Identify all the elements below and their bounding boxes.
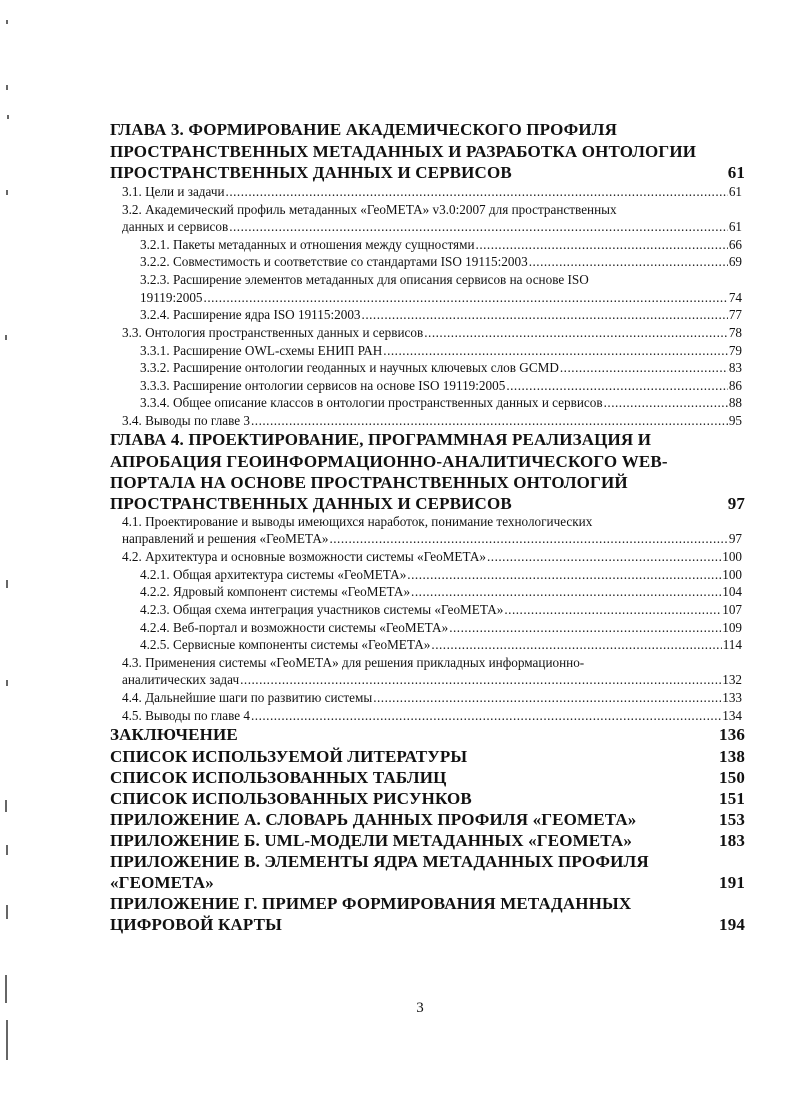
toc-entry[interactable]: 19119:2005 ..... 74 (140, 290, 742, 306)
toc-entry[interactable]: 4.2.4. Веб-портал и возможности системы «ГеоМЕТА» ..... 109 (140, 620, 742, 636)
toc-heading-entry[interactable]: ПРИЛОЖЕНИЕ А. СЛОВАРЬ ДАННЫХ ПРОФИЛЯ «ГЕОМЕТА» 153 (110, 810, 745, 829)
toc-entry[interactable]: 4.1. Проектирование и выводы имеющихся наработок, понимание технологических (122, 514, 593, 529)
toc-entry[interactable]: 3.3. Онтология пространственных данных и сервисов ..... 78 (122, 325, 742, 341)
toc-heading-entry[interactable]: ПРИЛОЖЕНИЕ Г. ПРИМЕР ФОРМИРОВАНИЯ МЕТАДАННЫХ (110, 894, 632, 913)
page-number: 61 (727, 163, 745, 182)
chapter-3-heading[interactable]: ПРОСТРАНСТВЕННЫХ ДАННЫХ И СЕРВИСОВ 61 (110, 163, 745, 182)
toc-entry[interactable]: данных и сервисов ..... 61 (122, 219, 742, 235)
toc-entry[interactable]: 3.2.3. Расширение элементов метаданных для описания сервисов на основе ISO (140, 272, 589, 287)
toc-entry[interactable]: 3.3.4. Общее описание классов в онтологии пространственных данных и сервисов ..... 88 (140, 395, 742, 411)
toc-entry[interactable]: 3.3.3. Расширение онтологии сервисов на основе ISO 19119:2005 ..... 86 (140, 378, 742, 394)
toc-heading-entry[interactable]: СПИСОК ИСПОЛЬЗОВАННЫХ ТАБЛИЦ 150 (110, 768, 745, 787)
toc-entry[interactable]: 4.2.1. Общая архитектура системы «ГеоМЕТА» ..... 100 (140, 567, 742, 583)
toc-entry[interactable]: 3.2.4. Расширение ядра ISO 19115:2003 ..... 77 (140, 307, 742, 323)
toc-heading-entry[interactable]: ПРИЛОЖЕНИЕ Б. UML-МОДЕЛИ МЕТАДАННЫХ «ГЕОМЕТА» 183 (110, 831, 745, 850)
toc-entry[interactable]: 3.4. Выводы по главе 3 ..... 95 (122, 413, 742, 429)
toc-entry[interactable]: аналитических задач ..... 132 (122, 672, 742, 688)
chapter-4-heading[interactable]: ПОРТАЛА НА ОСНОВЕ ПРОСТРАНСТВЕННЫХ ОНТОЛОГИЙ (110, 473, 628, 492)
page-number: 97 (727, 494, 745, 513)
chapter-3-heading[interactable]: ГЛАВА 3. ФОРМИРОВАНИЕ АКАДЕМИЧЕСКОГО ПРОФИЛЯ (110, 120, 618, 139)
toc-entry[interactable]: 3.2.1. Пакеты метаданных и отношения между сущностями ..... 66 (140, 237, 742, 253)
toc-heading-entry[interactable]: ПРИЛОЖЕНИЕ В. ЭЛЕМЕНТЫ ЯДРА МЕТАДАННЫХ ПРОФИЛЯ (110, 852, 649, 871)
toc-heading-entry[interactable]: СПИСОК ИСПОЛЬЗОВАННЫХ РИСУНКОВ 151 (110, 789, 745, 808)
toc-entry[interactable]: 4.3. Применения системы «ГеоМЕТА» для решения прикладных информационно- (122, 655, 585, 670)
toc-entry[interactable]: 3.2.2. Совместимость и соответствие со стандартами ISO 19115:2003 ..... 69 (140, 254, 742, 270)
toc-entry[interactable]: 4.5. Выводы по главе 4 ..... 134 (122, 708, 742, 724)
toc-entry[interactable]: 3.1. Цели и задачи ..... 61 (122, 184, 742, 200)
toc-entry[interactable]: 3.2. Академический профиль метаданных «ГеоМЕТА» v3.0:2007 для пространственных (122, 202, 617, 217)
toc-entry[interactable]: 4.4. Дальнейшие шаги по развитию системы ..... 133 (122, 690, 742, 706)
toc-entry[interactable]: 4.2.2. Ядровый компонент системы «ГеоМЕТА» ..... 104 (140, 584, 742, 600)
toc-entry[interactable]: 4.2.5. Сервисные компоненты системы «ГеоМЕТА» ..... 114 (140, 637, 742, 653)
chapter-4-heading[interactable]: АПРОБАЦИЯ ГЕОИНФОРМАЦИОННО-АНАЛИТИЧЕСКОГО WEB- (110, 452, 668, 471)
toc-heading-entry[interactable]: «ГЕОМЕТА» 191 (110, 873, 745, 892)
page-number-footer: 3 (416, 1000, 424, 1016)
chapter-4-heading[interactable]: ГЛАВА 4. ПРОЕКТИРОВАНИЕ, ПРОГРАММНАЯ РЕАЛИЗАЦИЯ И (110, 430, 652, 449)
toc-entry[interactable]: 3.3.2. Расширение онтологии геоданных и научных ключевых слов GCMD ..... 83 (140, 360, 742, 376)
chapter-3-heading[interactable]: ПРОСТРАНСТВЕННЫХ МЕТАДАННЫХ И РАЗРАБОТКА ОНТОЛОГИИ (110, 142, 697, 161)
toc-heading-entry[interactable]: ЗАКЛЮЧЕНИЕ 136 (110, 725, 745, 744)
toc-heading-entry[interactable]: СПИСОК ИСПОЛЬЗУЕМОЙ ЛИТЕРАТУРЫ 138 (110, 747, 745, 766)
toc-entry[interactable]: 4.2.3. Общая схема интеграция участников системы «ГеоМЕТА» ..... 107 (140, 602, 742, 618)
toc-entry[interactable]: направлений и решения «ГеоМЕТА» ..... 97 (122, 531, 742, 547)
toc-heading-entry[interactable]: ЦИФРОВОЙ КАРТЫ 194 (110, 915, 745, 934)
toc-entry[interactable]: 4.2. Архитектура и основные возможности системы «ГеоМЕТА» ..... 100 (122, 549, 742, 565)
toc-entry[interactable]: 3.3.1. Расширение OWL-схемы ЕНИП РАН ..... 79 (140, 343, 742, 359)
chapter-4-heading[interactable]: ПРОСТРАНСТВЕННЫХ ДАННЫХ И СЕРВИСОВ 97 (110, 494, 745, 513)
